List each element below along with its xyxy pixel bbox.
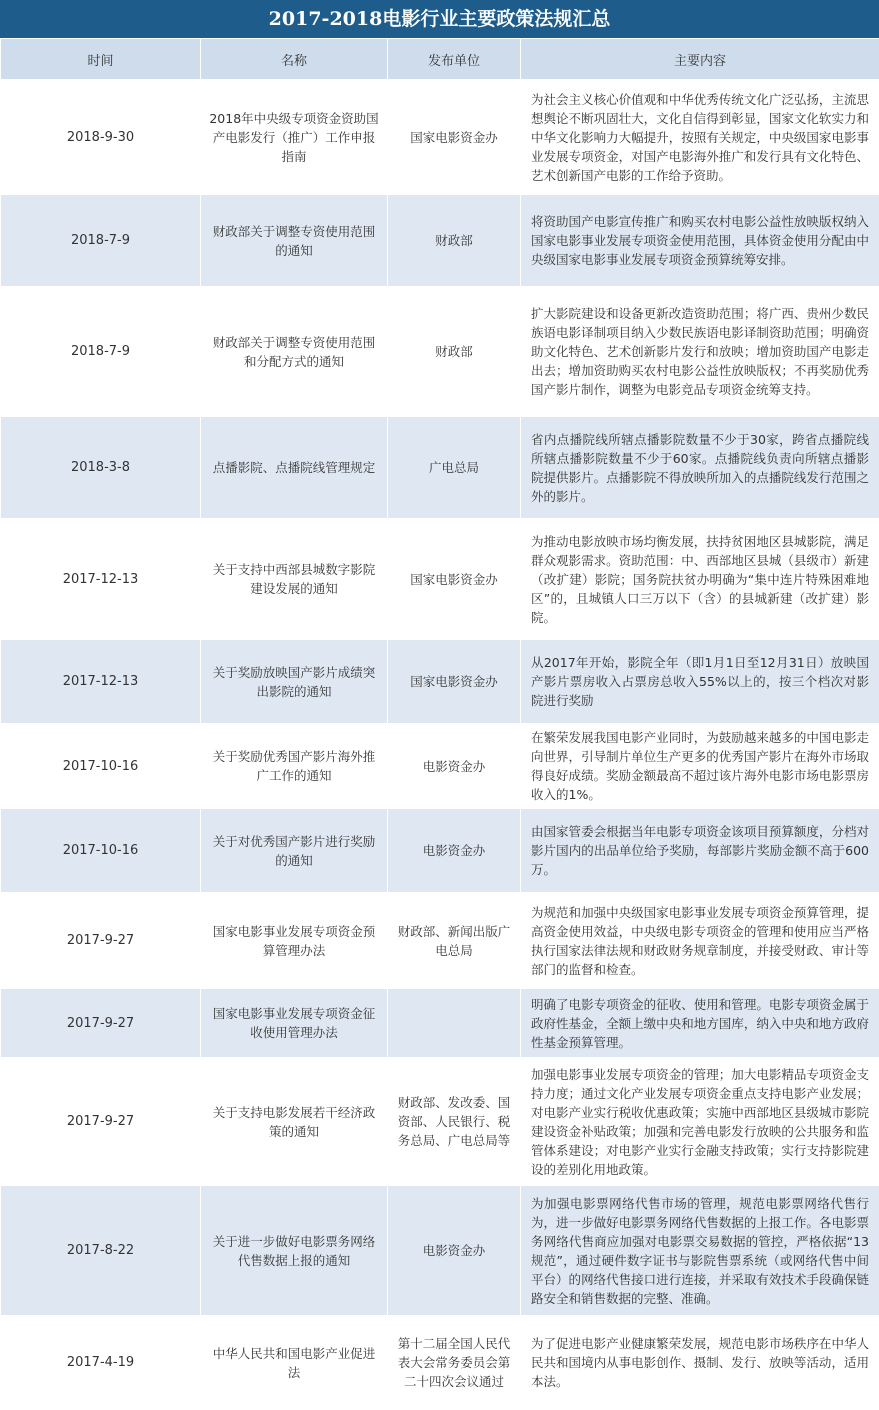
- header-issuer: 发布单位: [388, 39, 521, 80]
- row-content: 为社会主义核心价值观和中华优秀传统文化广泛弘扬，主流思想舆论不断巩固壮大，文化自信得到彰显，国家文化软实力和中华文化影响力大幅提升，按照有关规定，中央级国家电影事业发展专项资金，对国产电影海外推广和发行具有文化特色、艺术创新国产电影的工作给予资助。: [521, 80, 879, 195]
- table-row: [1, 809, 879, 893]
- row-issuer: 国家电影资金办: [388, 519, 521, 640]
- row-name: 财政部关于调整专资使用范围和分配方式的通知: [201, 287, 388, 417]
- row-date: 2017-4-19: [1, 1316, 201, 1410]
- row-issuer: 国家电影资金办: [388, 80, 521, 195]
- row-issuer: [388, 989, 521, 1058]
- row-date: 2017-10-16: [1, 724, 201, 809]
- row-content: 明确了电影专项资金的征收、使用和管理。电影专项资金属于政府性基金，全额上缴中央和地方国库，纳入中央和地方政府性基金预算管理。: [521, 989, 879, 1058]
- row-name: 关于支持电影发展若干经济政策的通知: [201, 1058, 388, 1186]
- row-name: 关于支持中西部县城数字影院建设发展的通知: [201, 519, 388, 640]
- row-content: 为推动电影放映市场均衡发展，扶持贫困地区县城影院，满足群众观影需求。资助范围：中、西部地区县城（县级市）新建（改扩建）影院；国务院扶贫办明确为“集中连片特殊困难地区”的，且城镇人口三万以下（含）的县城新建（改扩建）影院。: [521, 519, 879, 640]
- row-date: 2018-3-8: [1, 417, 201, 519]
- row-name: 财政部关于调整专资使用范围的通知: [201, 195, 388, 287]
- header-content: 主要内容: [521, 39, 879, 80]
- table-row: [1, 80, 879, 195]
- table-row: [1, 989, 879, 1058]
- row-name: 点播影院、点播院线管理规定: [201, 417, 388, 519]
- table-row: [1, 893, 879, 989]
- table-body: [1, 80, 879, 1410]
- row-date: 2017-8-22: [1, 1186, 201, 1316]
- row-name: 关于奖励放映国产影片成绩突出影院的通知: [201, 640, 388, 724]
- row-date: 2017-9-27: [1, 1058, 201, 1186]
- table-row: [1, 1058, 879, 1186]
- row-date: 2017-12-13: [1, 640, 201, 724]
- row-content: 从2017年开始，影院全年（即1月1日至12月31日）放映国产影片票房收入占票房总收入55%以上的，按三个档次对影院进行奖励: [521, 640, 879, 724]
- row-date: 2017-10-16: [1, 809, 201, 893]
- row-issuer: 财政部: [388, 287, 521, 417]
- table-row: [1, 195, 879, 287]
- row-date: 2018-7-9: [1, 287, 201, 417]
- table-row: [1, 1186, 879, 1316]
- page-title: 2017-2018电影行业主要政策法规汇总: [0, 0, 879, 38]
- row-date: 2018-9-30: [1, 80, 201, 195]
- row-issuer: 电影资金办: [388, 809, 521, 893]
- row-content: 省内点播院线所辖点播影院数量不少于30家，跨省点播院线所辖点播影院数量不少于60家。点播院线负责向所辖点播影院提供影片。点播影院不得放映所加入的点播院线发行范围之外的影片。: [521, 417, 879, 519]
- table-row: [1, 1316, 879, 1410]
- row-issuer: 财政部、发改委、国资部、人民银行、税务总局、广电总局等: [388, 1058, 521, 1186]
- row-name: 关于对优秀国产影片进行奖励的通知: [201, 809, 388, 893]
- table-header-row: [1, 39, 879, 80]
- table-row: [1, 640, 879, 724]
- row-content: 为加强电影票网络代售市场的管理，规范电影票网络代售行为，进一步做好电影票务网络代售数据的上报工作。各电影票务网络代售商应加强对电影票交易数据的管控，严格依据“13规范”，通过硬件数字证书与影院售票系统（或网络代售中间平台）的网络代售接口进行连接，并采取有效技术手段确保链路安全和销售数据的完整、准确。: [521, 1186, 879, 1316]
- table-row: [1, 417, 879, 519]
- row-name: 国家电影事业发展专项资金预算管理办法: [201, 893, 388, 989]
- row-date: 2017-9-27: [1, 893, 201, 989]
- row-name: 关于进一步做好电影票务网络代售数据上报的通知: [201, 1186, 388, 1316]
- header-name: 名称: [201, 39, 388, 80]
- row-content: 将资助国产电影宣传推广和购买农村电影公益性放映版权纳入国家电影事业发展专项资金使用范围，具体资金使用分配由中央级国家电影事业发展专项资金预算统筹安排。: [521, 195, 879, 287]
- row-content: 扩大影院建设和设备更新改造资助范围；将广西、贵州少数民族语电影译制项目纳入少数民族语电影译制资助范围；明确资助文化特色、艺术创新影片发行和放映；增加资助国产电影走出去；增加资助购买农村电影公益性放映版权；不再奖励优秀国产影片制作，调整为电影竞品专项资金统筹支持。: [521, 287, 879, 417]
- table-row: [1, 724, 879, 809]
- row-content: 加强电影事业发展专项资金的管理；加大电影精品专项资金支持力度；通过文化产业发展专项资金重点支持电影产业发展；对电影产业实行税收优惠政策；实施中西部地区县级城市影院建设资金补贴政策；加强和完善电影发行放映的公共服务和监管体系建设；对电影产业实行金融支持政策；实行支持影院建设的差别化用地政策。: [521, 1058, 879, 1186]
- row-content: 由国家管委会根据当年电影专项资金该项目预算额度，分档对影片国内的出品单位给予奖励，每部影片奖励金额不高于600万。: [521, 809, 879, 893]
- row-date: 2017-12-13: [1, 519, 201, 640]
- header-date: 时间: [1, 39, 201, 80]
- row-name: 中华人民共和国电影产业促进法: [201, 1316, 388, 1410]
- row-name: 国家电影事业发展专项资金征收使用管理办法: [201, 989, 388, 1058]
- row-issuer: 广电总局: [388, 417, 521, 519]
- row-issuer: 电影资金办: [388, 1186, 521, 1316]
- policy-table: [0, 38, 879, 1410]
- row-name: 2018年中央级专项资金资助国产电影发行（推广）工作申报指南: [201, 80, 388, 195]
- row-content: 为了促进电影产业健康繁荣发展，规范电影市场秩序在中华人民共和国境内从事电影创作、摄制、发行、放映等活动，适用本法。: [521, 1316, 879, 1410]
- table-row: [1, 287, 879, 417]
- row-issuer: 财政部、新闻出版广电总局: [388, 893, 521, 989]
- row-issuer: 财政部: [388, 195, 521, 287]
- row-issuer: 电影资金办: [388, 724, 521, 809]
- row-date: 2017-9-27: [1, 989, 201, 1058]
- row-name: 关于奖励优秀国产影片海外推广工作的通知: [201, 724, 388, 809]
- row-content: 在繁荣发展我国电影产业同时，为鼓励越来越多的中国电影走向世界，引导制片单位生产更多的优秀国产影片在海外市场取得良好成绩。奖励金额最高不超过该片海外电影市场电影票房收入的1%。: [521, 724, 879, 809]
- row-date: 2018-7-9: [1, 195, 201, 287]
- row-issuer: 第十二届全国人民代表大会常务委员会第二十四次会议通过: [388, 1316, 521, 1410]
- row-content: 为规范和加强中央级国家电影事业发展专项资金预算管理，提高资金使用效益，中央级电影专项资金的管理和使用应当严格执行国家法律法规和财政财务规章制度，并接受财政、审计等部门的监督和检查。: [521, 893, 879, 989]
- table-row: [1, 519, 879, 640]
- row-issuer: 国家电影资金办: [388, 640, 521, 724]
